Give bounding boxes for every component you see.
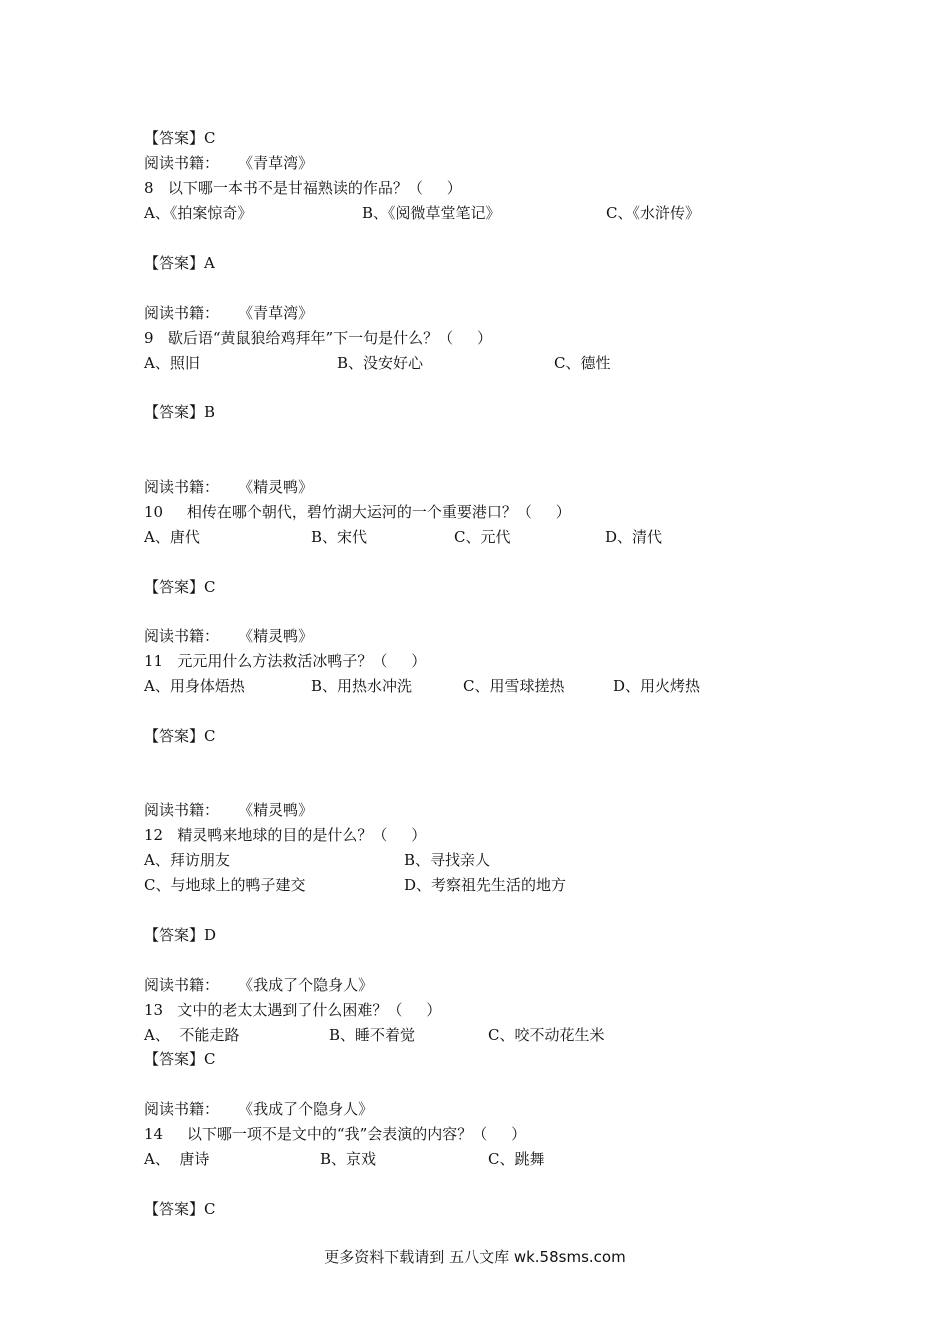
book-label: 阅读书籍： 《精灵鸭》 [144,478,314,496]
option-c: C、与地球上的鸭子建交 [144,876,306,894]
option-a: A、唐代 [144,528,200,546]
question-text: 8 以下哪一本书不是甘福熟读的作品？（ ） [144,179,462,197]
question-text: 10 相传在哪个朝代，碧竹湖大运河的一个重要港口？（ ） [144,503,571,521]
option-d: D、清代 [605,528,663,546]
question-text: 13 文中的老太太遇到了什么困难？（ ） [144,1001,442,1019]
option-c: C、《水浒传》 [606,204,700,222]
answer-label: 【答案】C [144,1050,216,1068]
option-b: B、京戏 [320,1150,377,1168]
answer-label: 【答案】B [144,403,216,421]
option-c: C、用雪球搓热 [463,677,565,695]
answer-label: 【答案】C [144,1200,216,1218]
book-label: 阅读书籍： 《精灵鸭》 [144,627,314,645]
option-b: B、宋代 [311,528,368,546]
option-c: C、元代 [454,528,511,546]
option-c: C、跳舞 [488,1150,545,1168]
book-label: 阅读书籍： 《我成了个隐身人》 [144,976,374,994]
answer-label: 【答案】D [144,926,217,944]
book-label: 阅读书籍： 《精灵鸭》 [144,801,314,819]
option-b: B、寻找亲人 [404,851,491,869]
option-a: A、照旧 [144,354,200,372]
option-b: B、用热水冲洗 [311,677,413,695]
book-label: 阅读书籍： 《青草湾》 [144,304,314,322]
option-c: C、咬不动花生米 [488,1026,605,1044]
option-a: A、 唐诗 [144,1150,210,1168]
option-a: A、用身体焐热 [144,677,245,695]
book-label: 阅读书籍： 《我成了个隐身人》 [144,1100,374,1118]
option-a: A、《拍案惊奇》 [144,204,253,222]
question-text: 12 精灵鸭来地球的目的是什么？（ ） [144,826,427,844]
question-text: 9 歇后语“黄鼠狼给鸡拜年”下一句是什么？（ ） [144,329,493,347]
answer-label: 【答案】C [144,129,216,147]
answer-label: 【答案】A [144,254,215,272]
option-b: B、没安好心 [337,354,424,372]
option-a: A、拜访朋友 [144,851,230,869]
answer-label: 【答案】C [144,727,216,745]
option-a: A、 不能走路 [144,1026,240,1044]
question-text: 14 以下哪一项不是文中的“我”会表演的内容？（ ） [144,1125,527,1143]
option-b: B、《阅微草堂笔记》 [362,204,501,222]
option-c: C、德性 [554,354,611,372]
answer-label: 【答案】C [144,578,216,596]
question-text: 11 元元用什么方法救活冰鸭子？（ ） [144,652,427,670]
option-b: B、睡不着觉 [329,1026,416,1044]
option-d: D、用火烤热 [613,677,701,695]
option-d: D、考察祖先生活的地方 [404,876,567,894]
book-label: 阅读书籍： 《青草湾》 [144,154,314,172]
footer-download-note: 更多资料下载请到 五八文库 wk.58sms.com [324,1248,626,1266]
